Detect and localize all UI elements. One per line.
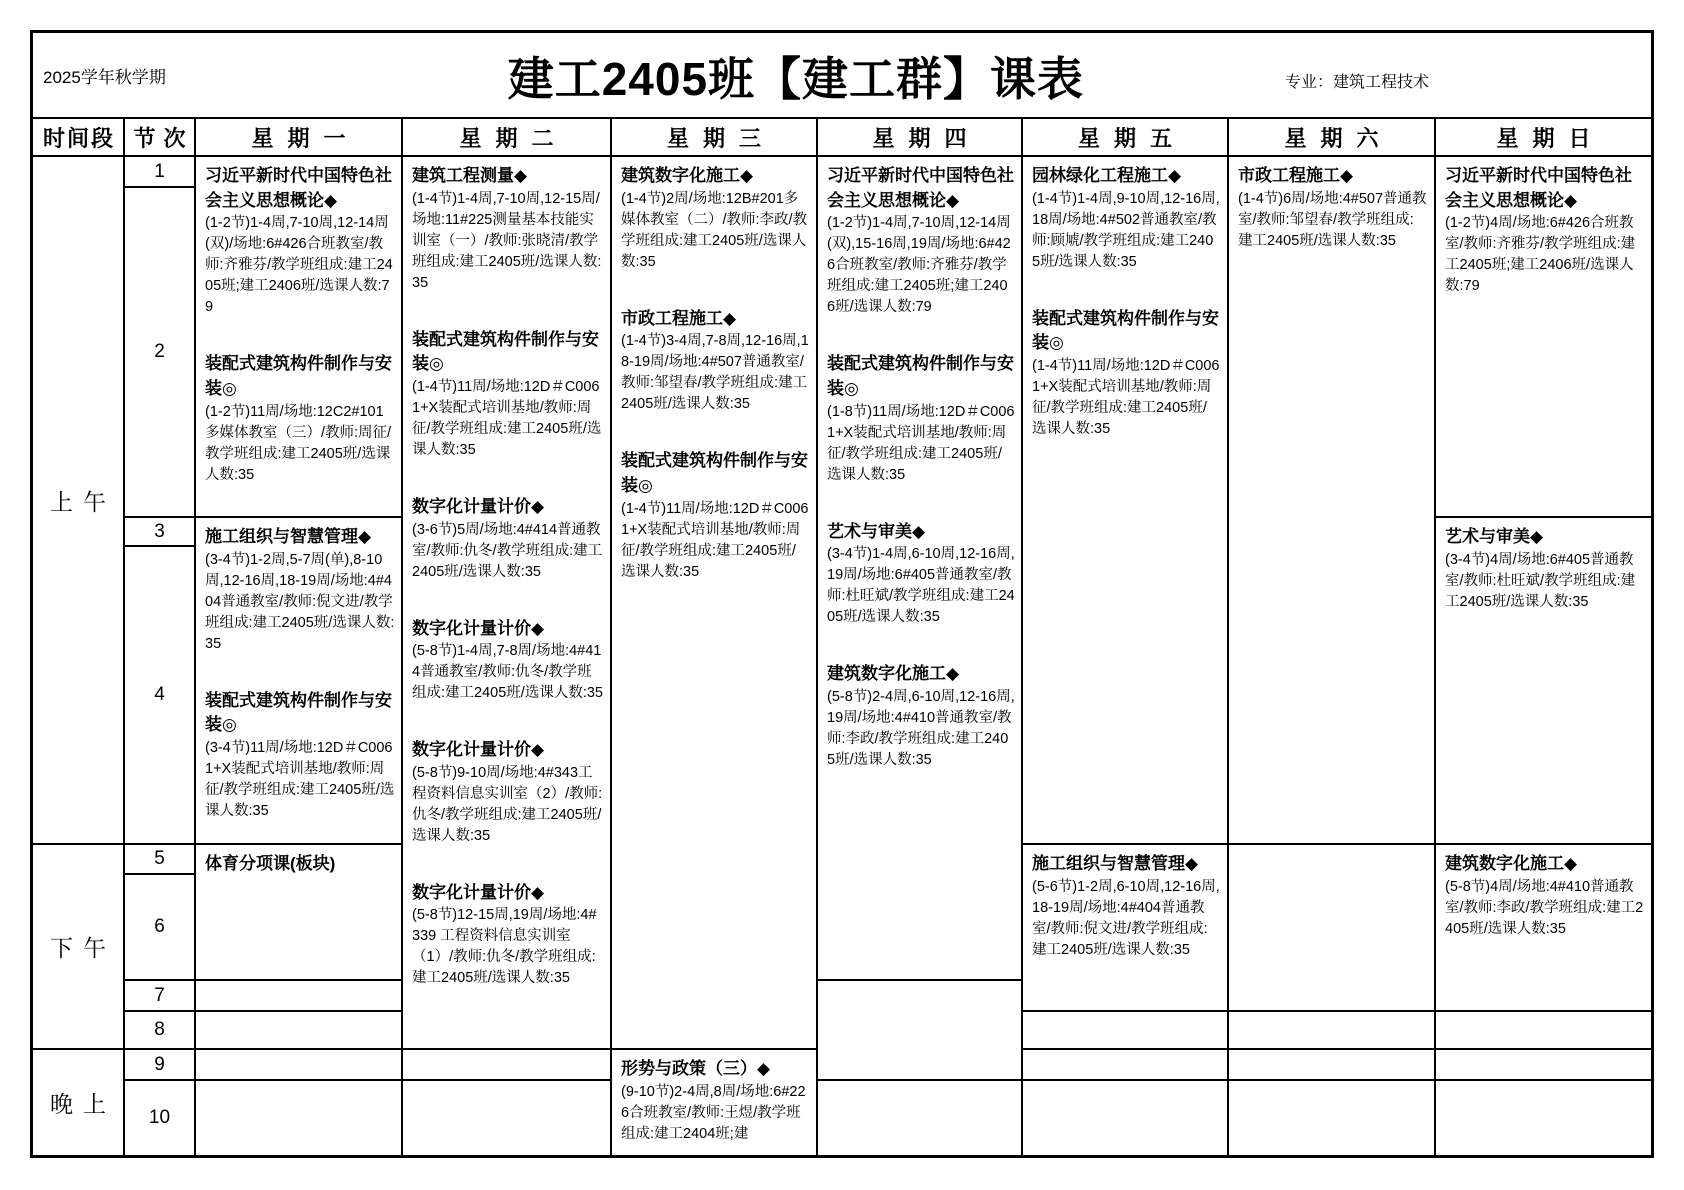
- course-title: 园林绿化工程施工◆: [1032, 166, 1182, 185]
- course-block: [827, 164, 1015, 318]
- cell-wed-evening: [612, 1050, 818, 1155]
- course-detail: (3-4节)11周/场地:12D＃C006 1+X装配式培训基地/教师:周征/教学班组成:建工2405班/选课人数:35: [205, 739, 395, 819]
- course-title: 形势与政策（三）◆: [621, 1059, 771, 1078]
- course-title: 建筑数字化施工◆: [827, 664, 960, 684]
- course-detail: (1-4节)1-4周,9-10周,12-16周,18周/场地:4#502普通教室/教师:顾虓/教学班组成:建工2405班/选课人数:35: [1032, 190, 1220, 270]
- course-block: [621, 164, 810, 273]
- col-header-wed: 星期三: [612, 119, 818, 157]
- course-detail: (1-2节)11周/场地:12C2#101多媒体教室（三）/教师:周征/教学班组成:建工2405班/选课人数:35: [205, 403, 392, 483]
- cell-sun-empty-p9: [1436, 1050, 1651, 1081]
- course-title: 市政工程施工◆: [621, 308, 737, 328]
- cell-mon-empty-p10: [196, 1081, 403, 1155]
- cell-fri-empty-p9: [1023, 1050, 1229, 1081]
- term-label: 2025学年秋学期: [43, 68, 166, 87]
- cell-sun-empty-p8: [1436, 1012, 1651, 1050]
- course-title: 体育分项课(板块): [205, 854, 336, 873]
- time-section-morning: 上午: [33, 157, 125, 845]
- course-title: 艺术与审美◆: [827, 521, 926, 541]
- col-header-sat: 星期六: [1229, 119, 1436, 157]
- course-block: [412, 738, 604, 847]
- course-detail: (5-8节)1-4周,7-8周/场地:4#414普通教室/教师:仇冬/教学班组成:建工2405班/选课人数:35: [412, 643, 603, 702]
- course-block: [412, 617, 604, 705]
- course-detail: (5-6节)1-2周,6-10周,12-16周,18-19周/场地:4#404普通教室/教师:倪文进/教学班组成:建工2405班/选课人数:35: [1032, 878, 1220, 958]
- course-title: 装配式建筑构件制作与安装◎: [205, 354, 392, 398]
- course-detail: (5-8节)2-4周,6-10周,12-16周,19周/场地:4#410普通教室/教师:李政/教学班组成:建工2405班/选课人数:35: [827, 688, 1015, 768]
- course-title: 数字化计量计价◆: [412, 496, 545, 516]
- course-title: 施工组织与智慧管理◆: [205, 527, 372, 546]
- cell-sat-period1-4: [1229, 157, 1436, 845]
- course-block: [1032, 307, 1221, 440]
- course-title: 数字化计量计价◆: [412, 618, 545, 638]
- cell-fri-period1-4: [1023, 157, 1229, 845]
- course-block: [621, 307, 810, 416]
- course-block: [412, 164, 604, 294]
- course-title: 艺术与审美◆: [1445, 527, 1544, 546]
- course-block: [1445, 852, 1645, 940]
- period-1: 1: [125, 157, 196, 188]
- course-title: 装配式建筑构件制作与安装◎: [412, 329, 599, 374]
- period-7: 7: [125, 981, 196, 1012]
- course-block: [412, 328, 604, 461]
- course-title: 习近平新时代中国特色社会主义思想概论◆: [1445, 166, 1632, 210]
- course-title: 习近平新时代中国特色社会主义思想概论◆: [827, 166, 1014, 210]
- course-detail: (5-8节)12-15周,19周/场地:4#339 工程资料信息实训室（1）/教师:仇冬/教学班组成:建工2405班/选课人数:35: [412, 907, 597, 987]
- cell-thu-empty-p10: [818, 1081, 1023, 1155]
- period-10: 10: [125, 1081, 196, 1155]
- course-detail: (5-8节)4周/场地:4#410普通教室/教师:李政/教学班组成:建工2405班/选课人数:35: [1445, 878, 1644, 937]
- cell-fri-empty-p8: [1023, 1012, 1229, 1050]
- course-title: 装配式建筑构件制作与安装◎: [1032, 308, 1219, 353]
- course-block: [1445, 525, 1645, 613]
- sheet-frame: [30, 30, 1654, 1158]
- course-block: [827, 662, 1015, 771]
- col-header-sun: 星期日: [1436, 119, 1651, 157]
- cell-sat-empty-p10: [1229, 1081, 1436, 1155]
- period-4: 4: [125, 547, 196, 845]
- col-header-period: 节次: [125, 119, 196, 157]
- cell-thu-empty-p7-9: [818, 981, 1023, 1081]
- time-section-evening: 晚上: [33, 1050, 125, 1155]
- course-detail: (3-4节)1-4周,6-10周,12-16周,19周/场地:6#405普通教室/教师:杜旺斌/教学班组成:建工2405班/选课人数:35: [827, 546, 1015, 626]
- cell-sun-period1-2: [1436, 157, 1651, 518]
- course-block: [205, 525, 395, 655]
- course-detail: (1-4节)3-4周,7-8周,12-16周,18-19周/场地:4#507普通教室/教师:邹望春/教学班组成:建工2405班/选课人数:35: [621, 333, 809, 413]
- course-title: 建筑数字化施工◆: [1445, 854, 1578, 873]
- cell-tue-empty-p9: [403, 1050, 612, 1081]
- time-section-afternoon: 下午: [33, 845, 125, 1050]
- course-title: 装配式建筑构件制作与安装◎: [205, 690, 392, 735]
- course-detail: (1-4节)1-4周,7-10周,12-15周/场地:11#225测量基本技能实训室（一）/教师:张晓清/教学班组成:建工2405班/选课人数:35: [412, 190, 602, 291]
- col-header-fri: 星期五: [1023, 119, 1229, 157]
- cell-mon-empty-p8: [196, 1012, 403, 1050]
- course-block: [412, 495, 604, 583]
- course-detail: (1-4节)11周/场地:12D＃C006 1+X装配式培训基地/教师:周征/教学班组成:建工2405班/选课人数:35: [412, 378, 602, 458]
- period-9: 9: [125, 1050, 196, 1081]
- course-detail: (1-2节)4周/场地:6#426合班教室/教师:齐雅芬/教学班组成:建工2405班;建工2406班/选课人数:79: [1445, 215, 1636, 295]
- course-title: 数字化计量计价◆: [412, 740, 545, 760]
- course-detail: (1-2节)1-4周,7-10周,12-14周(双)/场地:6#426合班教室/教师:齐雅芬/教学班组成:建工2405班;建工2406班/选课人数:79: [205, 215, 393, 316]
- course-title: 数字化计量计价◆: [412, 882, 545, 902]
- course-detail: (5-8节)9-10周/场地:4#343工程资料信息实训室（2）/教师:仇冬/教学班组成:建工2405班/选课人数:35: [412, 764, 603, 844]
- major-label: 专业：建筑工程技术: [1284, 74, 1429, 91]
- course-block: [827, 520, 1015, 629]
- course-detail: (9-10节)2-4周,8周/场地:6#226合班教室/教师:王煜/教学班组成:建工2404班;建: [621, 1083, 806, 1142]
- cell-sat-empty-p5-7: [1229, 845, 1436, 1012]
- cell-mon-empty-p7: [196, 981, 403, 1012]
- cell-mon-period1-2: [196, 157, 403, 518]
- cell-mon-pe: [196, 845, 403, 981]
- period-3: 3: [125, 518, 196, 547]
- col-header-tue: 星期二: [403, 119, 612, 157]
- course-detail: (3-4节)1-2周,5-7周(单),8-10周,12-16周,18-19周/场地:4#404普通教室/教师:倪文进/教学班组成:建工2405班/选课人数:35: [205, 551, 395, 652]
- course-title: 建筑工程测量◆: [412, 166, 528, 185]
- course-block: [1445, 164, 1645, 297]
- course-title: 建筑数字化施工◆: [621, 166, 754, 185]
- cell-fri-period5-7: [1023, 845, 1229, 1012]
- course-detail: (1-4节)6周/场地:4#507普通教室/教师:邹望春/教学班组成:建工2405班/选课人数:35: [1238, 190, 1427, 249]
- col-header-thu: 星期四: [818, 119, 1023, 157]
- page-title: 建工2405班【建工群】课表: [507, 53, 1085, 105]
- course-block: [621, 1057, 810, 1145]
- cell-tue-period1-8: [403, 157, 612, 1050]
- cell-mon-empty-p9: [196, 1050, 403, 1081]
- cell-sun-empty-p10: [1436, 1081, 1651, 1155]
- course-title: 习近平新时代中国特色社会主义思想概论◆: [205, 166, 392, 210]
- title-bar: [33, 33, 1651, 117]
- course-block: [412, 881, 604, 990]
- course-detail: (1-8节)11周/场地:12D＃C006 1+X装配式培训基地/教师:周征/教学班组成:建工2405班/选课人数:35: [827, 403, 1015, 483]
- course-detail: (1-4节)11周/场地:12D＃C006 1+X装配式培训基地/教师:周征/教学班组成:建工2405班/选课人数:35: [1032, 357, 1220, 437]
- cell-thu-period1-6: [818, 157, 1023, 981]
- cell-sat-empty-p8: [1229, 1012, 1436, 1050]
- course-title: 市政工程施工◆: [1238, 166, 1354, 185]
- course-block: [621, 449, 810, 582]
- course-detail: (3-6节)5周/场地:4#414普通教室/教师:仇冬/教学班组成:建工2405班/选课人数:35: [412, 521, 603, 580]
- cell-tue-empty-p10: [403, 1081, 612, 1155]
- col-header-time: 时间段: [33, 119, 125, 157]
- course-block: [205, 164, 395, 318]
- course-block: [205, 689, 395, 822]
- course-title: 施工组织与智慧管理◆: [1032, 854, 1199, 873]
- course-block: [1032, 852, 1221, 961]
- course-title: 装配式建筑构件制作与安装◎: [827, 354, 1014, 398]
- course-detail: (3-4节)4周/场地:6#405普通教室/教师:杜旺斌/教学班组成:建工2405班/选课人数:35: [1445, 551, 1636, 610]
- col-header-mon: 星期一: [196, 119, 403, 157]
- course-title: 装配式建筑构件制作与安装◎: [621, 451, 808, 495]
- course-block: [205, 852, 395, 877]
- course-detail: (1-2节)1-4周,7-10周,12-14周(双),15-16周,19周/场地:6#426合班教室/教师:齐雅芬/教学班组成:建工2405班;建工2406班/选课人数:79: [827, 215, 1011, 316]
- period-6: 6: [125, 875, 196, 981]
- period-5: 5: [125, 845, 196, 875]
- course-block: [205, 352, 395, 485]
- period-8: 8: [125, 1012, 196, 1050]
- course-block: [1032, 164, 1221, 273]
- cell-mon-period3-4: [196, 518, 403, 845]
- cell-sun-period5-7: [1436, 845, 1651, 1012]
- course-block: [827, 352, 1015, 485]
- course-detail: (1-4节)2周/场地:12B#201多媒体教室（二）/教师:李政/教学班组成:建工2405班/选课人数:35: [621, 190, 808, 270]
- cell-sun-period3-4: [1436, 518, 1651, 845]
- period-2: 2: [125, 188, 196, 518]
- course-detail: (1-4节)11周/场地:12D＃C006 1+X装配式培训基地/教师:周征/教学班组成:建工2405班/选课人数:35: [621, 500, 809, 580]
- course-block: [1238, 164, 1428, 252]
- cell-sat-empty-p9: [1229, 1050, 1436, 1081]
- schedule-table: [33, 117, 1651, 1155]
- cell-wed-period1-8: [612, 157, 818, 1050]
- cell-fri-empty-p10: [1023, 1081, 1229, 1155]
